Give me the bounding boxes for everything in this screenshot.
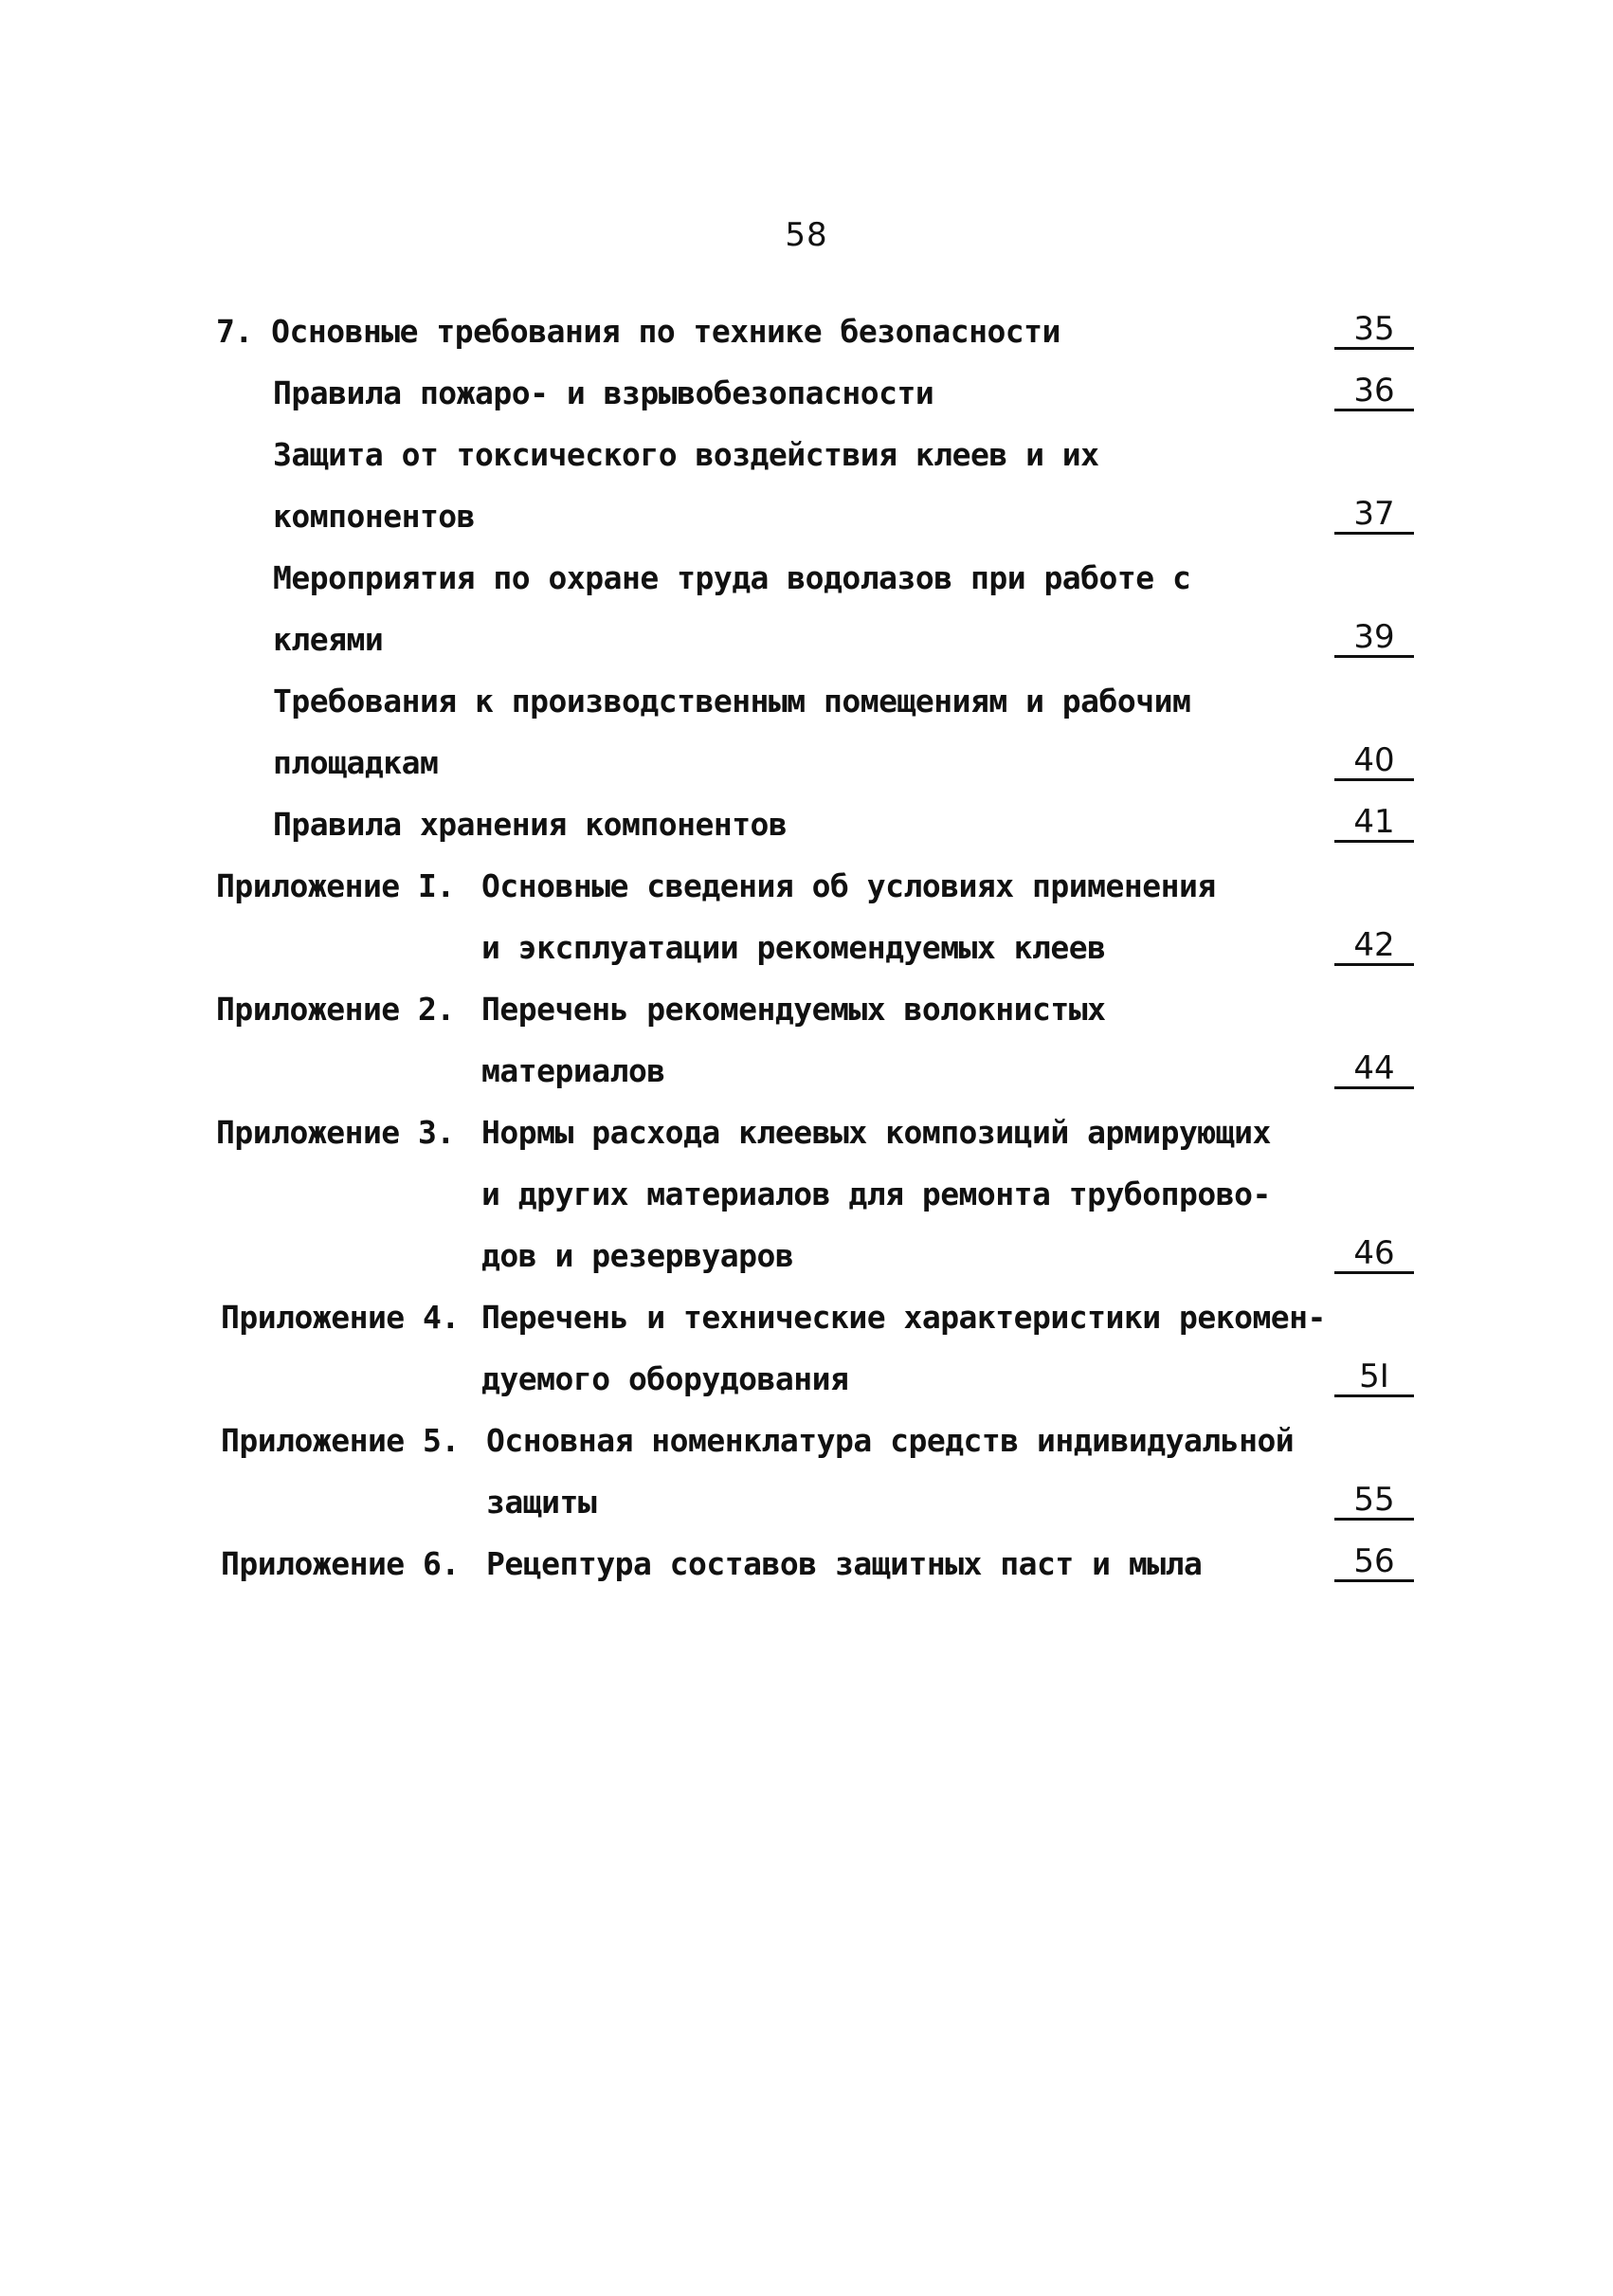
toc-sub-storage-title: Правила хранения компонентов bbox=[273, 806, 788, 843]
toc-sub-divers-line1: Мероприятия по охране труда водолазов при работе с bbox=[273, 559, 1191, 596]
toc-sub-storage-page: 41 bbox=[1334, 806, 1414, 843]
toc-appendix-5-page: 55 bbox=[1334, 1484, 1414, 1521]
toc-sub-toxic-protection-line1: Защита от токсического воздействия клеев и их bbox=[273, 436, 1099, 473]
toc-sub-premises-line1: Требования к производственным помещениям и рабочим bbox=[273, 683, 1191, 720]
toc-appendix-2-label: Приложение 2. bbox=[216, 991, 455, 1028]
page-number: 58 bbox=[785, 216, 828, 254]
toc-appendix-1-label: Приложение I. bbox=[216, 867, 455, 904]
toc-sub-premises-page: 40 bbox=[1334, 744, 1414, 781]
toc-appendix-3-line3: дов и резервуаров bbox=[481, 1237, 794, 1274]
toc-appendix-1-page: 42 bbox=[1334, 929, 1414, 966]
toc-appendix-6-label: Приложение 6. bbox=[221, 1545, 460, 1582]
toc-appendix-3-line2: и других материалов для ремонта трубопрово- bbox=[481, 1175, 1271, 1212]
toc-section-7-page: 35 bbox=[1334, 313, 1414, 350]
toc-appendix-5-line2: защиты bbox=[486, 1484, 597, 1521]
toc-sub-premises-line2: площадкам bbox=[273, 744, 439, 781]
toc-appendix-5-line1: Основная номенклатура средств индивидуальной bbox=[486, 1422, 1295, 1459]
toc-appendix-2-line2: материалов bbox=[481, 1052, 665, 1089]
toc-section-7-title: 7. Основные требования по технике безопасности bbox=[216, 313, 1060, 350]
toc-appendix-3-line1: Нормы расхода клеевых композиций армирующих bbox=[481, 1114, 1271, 1151]
toc-appendix-4-label: Приложение 4. bbox=[221, 1299, 460, 1336]
toc-sub-fire-safety-title: Правила пожаро- и взрывобезопасности bbox=[273, 374, 934, 411]
toc-appendix-6-page: 56 bbox=[1334, 1545, 1414, 1582]
toc-appendix-6-title: Рецептура составов защитных паст и мыла bbox=[486, 1545, 1203, 1582]
toc-appendix-2-line1: Перечень рекомендуемых волокнистых bbox=[481, 991, 1106, 1028]
toc-appendix-1-line2: и эксплуатации рекомендуемых клеев bbox=[481, 929, 1106, 966]
toc-appendix-2-page: 44 bbox=[1334, 1052, 1414, 1089]
toc-sub-toxic-protection-page: 37 bbox=[1334, 498, 1414, 535]
toc-sub-toxic-protection-line2: компонентов bbox=[273, 498, 476, 535]
toc-appendix-3-label: Приложение 3. bbox=[216, 1114, 455, 1151]
toc-appendix-4-line1: Перечень и технические характеристики рекомен- bbox=[481, 1299, 1326, 1336]
toc-appendix-1-line1: Основные сведения об условиях применения bbox=[481, 867, 1216, 904]
toc-appendix-5-label: Приложение 5. bbox=[221, 1422, 460, 1459]
toc-sub-divers-line2: клеями bbox=[273, 621, 384, 658]
toc-appendix-4-line2: дуемого оборудования bbox=[481, 1360, 849, 1397]
toc-sub-divers-page: 39 bbox=[1334, 621, 1414, 658]
toc-appendix-4-page: 5I bbox=[1334, 1360, 1414, 1397]
toc-appendix-3-page: 46 bbox=[1334, 1237, 1414, 1274]
toc-sub-fire-safety-page: 36 bbox=[1334, 374, 1414, 411]
